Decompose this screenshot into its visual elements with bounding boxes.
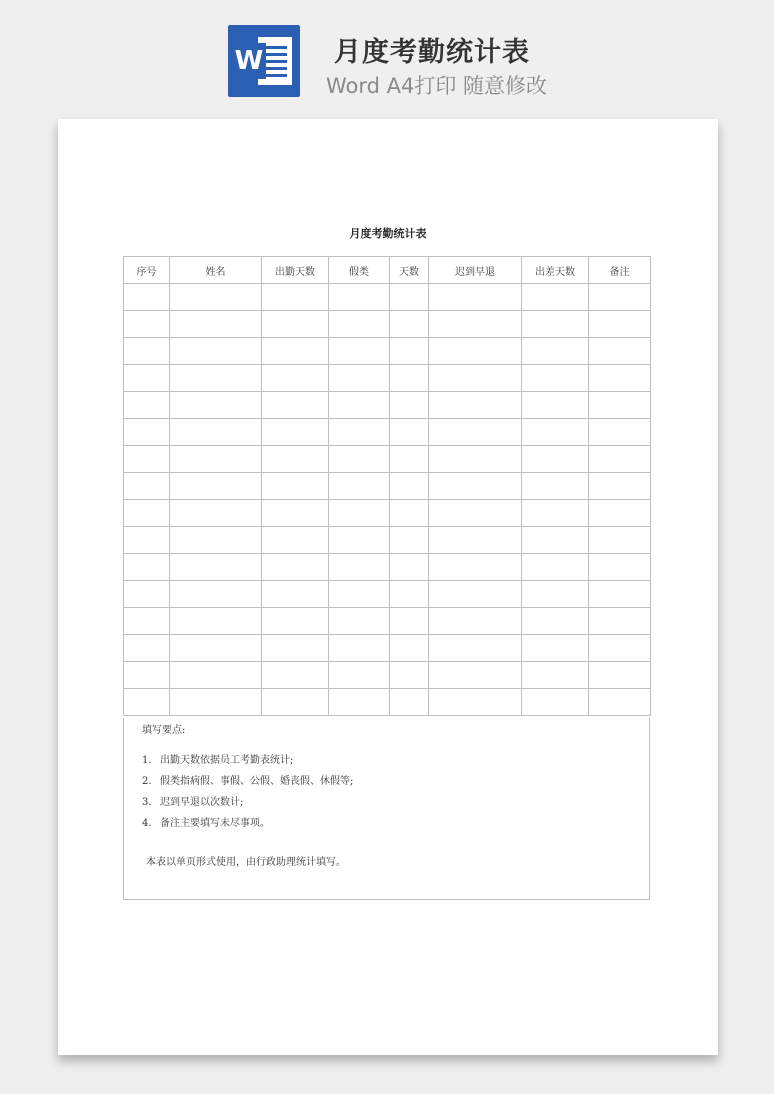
table-row [124, 419, 651, 446]
table-cell[interactable] [390, 635, 429, 662]
table-cell[interactable] [522, 338, 589, 365]
table-cell[interactable] [329, 473, 390, 500]
table-cell[interactable] [329, 392, 390, 419]
table-cell[interactable] [329, 419, 390, 446]
table-cell[interactable] [124, 473, 170, 500]
table-cell[interactable] [589, 581, 651, 608]
table-cell[interactable] [170, 635, 262, 662]
table-header-row [124, 257, 651, 284]
table-cell[interactable] [170, 419, 262, 446]
table-cell[interactable] [262, 662, 329, 689]
table-cell[interactable] [329, 338, 390, 365]
table-cell[interactable] [390, 581, 429, 608]
table-row [124, 392, 651, 419]
table-cell[interactable] [124, 311, 170, 338]
table-cell[interactable] [589, 527, 651, 554]
document-title: 月度考勤统计表 [349, 227, 427, 240]
table-cell[interactable] [589, 284, 651, 311]
table-cell[interactable] [589, 446, 651, 473]
table-cell[interactable] [262, 581, 329, 608]
word-icon [228, 25, 300, 97]
page-title: 月度考勤统计表 [334, 37, 530, 68]
col-header-index: 序号 [124, 257, 170, 284]
table-cell[interactable] [262, 419, 329, 446]
word-logo-letter: W [232, 43, 266, 79]
table-cell[interactable] [329, 689, 390, 716]
table-cell[interactable] [390, 662, 429, 689]
table-cell[interactable] [329, 581, 390, 608]
table-cell[interactable] [429, 392, 522, 419]
table-cell[interactable] [589, 662, 651, 689]
table-cell[interactable] [390, 473, 429, 500]
table-row [124, 500, 651, 527]
col-header-attendance-days: 出勤天数 [262, 257, 329, 284]
table-cell[interactable] [429, 365, 522, 392]
table-cell[interactable] [429, 527, 522, 554]
table-row [124, 527, 651, 554]
table-cell[interactable] [589, 311, 651, 338]
table-cell[interactable] [390, 527, 429, 554]
table-cell[interactable] [170, 527, 262, 554]
table-cell[interactable] [262, 527, 329, 554]
table-cell[interactable] [124, 581, 170, 608]
note-text: 备注主要填写未尽事项。 [160, 818, 270, 829]
col-header-remarks: 备注 [589, 257, 651, 284]
table-cell[interactable] [170, 392, 262, 419]
table-cell[interactable] [329, 527, 390, 554]
table-row [124, 662, 651, 689]
table-row [124, 635, 651, 662]
note-item [142, 775, 353, 796]
table-cell[interactable] [124, 446, 170, 473]
col-header-late-early: 迟到早退 [429, 257, 522, 284]
table-cell[interactable] [429, 284, 522, 311]
table-cell[interactable] [124, 527, 170, 554]
table-cell[interactable] [262, 446, 329, 473]
table-cell[interactable] [589, 338, 651, 365]
table-row [124, 473, 651, 500]
header [0, 0, 774, 110]
note-item [142, 796, 353, 817]
table-cell[interactable] [429, 581, 522, 608]
table-cell[interactable] [124, 689, 170, 716]
notes-title: 填写要点: [142, 725, 186, 736]
table-cell[interactable] [124, 419, 170, 446]
table-row [124, 284, 651, 311]
table-cell[interactable] [124, 554, 170, 581]
note-item [142, 817, 353, 838]
table-row [124, 689, 651, 716]
table-cell[interactable] [390, 311, 429, 338]
col-header-business-trip-days: 出差天数 [522, 257, 589, 284]
table-body [124, 284, 651, 716]
table-cell[interactable] [429, 608, 522, 635]
table-cell[interactable] [522, 635, 589, 662]
table-cell[interactable] [390, 500, 429, 527]
table-cell[interactable] [170, 473, 262, 500]
table-cell[interactable] [170, 608, 262, 635]
table-cell[interactable] [124, 662, 170, 689]
table-cell[interactable] [329, 635, 390, 662]
table-cell[interactable] [170, 500, 262, 527]
table-row [124, 608, 651, 635]
page-subtitle: Word A4打印 随意修改 [326, 74, 548, 98]
table-cell[interactable] [124, 365, 170, 392]
note-number: 4. [142, 818, 152, 829]
document-page [58, 119, 718, 1055]
table-cell[interactable] [329, 500, 390, 527]
table-cell[interactable] [522, 662, 589, 689]
table-row [124, 338, 651, 365]
table-cell[interactable] [522, 392, 589, 419]
table-cell[interactable] [390, 446, 429, 473]
table-cell[interactable] [522, 608, 589, 635]
table-cell[interactable] [429, 662, 522, 689]
table-cell[interactable] [329, 365, 390, 392]
table-cell[interactable] [262, 311, 329, 338]
table-cell[interactable] [522, 284, 589, 311]
table-cell[interactable] [589, 419, 651, 446]
table-cell[interactable] [262, 635, 329, 662]
table-cell[interactable] [262, 554, 329, 581]
table-cell[interactable] [429, 419, 522, 446]
table-cell[interactable] [589, 500, 651, 527]
table-cell[interactable] [262, 500, 329, 527]
table-cell[interactable] [522, 689, 589, 716]
table-cell[interactable] [589, 365, 651, 392]
table-cell[interactable] [390, 392, 429, 419]
table-cell[interactable] [170, 689, 262, 716]
table-cell[interactable] [429, 311, 522, 338]
table-cell[interactable] [170, 365, 262, 392]
table-cell[interactable] [390, 365, 429, 392]
table-row [124, 365, 651, 392]
note-number: 1. [142, 755, 152, 766]
table-cell[interactable] [170, 338, 262, 365]
table-cell[interactable] [329, 662, 390, 689]
col-header-days: 天数 [390, 257, 429, 284]
table-cell[interactable] [522, 500, 589, 527]
table-cell[interactable] [124, 500, 170, 527]
table-cell[interactable] [589, 392, 651, 419]
table-cell[interactable] [124, 608, 170, 635]
footer-note: 本表以单页形式使用，由行政助理统计填写。 [146, 857, 346, 868]
table-cell[interactable] [262, 473, 329, 500]
table-cell[interactable] [390, 338, 429, 365]
table-cell[interactable] [262, 284, 329, 311]
table-cell[interactable] [429, 689, 522, 716]
table-cell[interactable] [124, 392, 170, 419]
table-cell[interactable] [170, 581, 262, 608]
table-cell[interactable] [124, 284, 170, 311]
table-row [124, 554, 651, 581]
table-cell[interactable] [429, 635, 522, 662]
table-cell[interactable] [329, 311, 390, 338]
table-cell[interactable] [522, 446, 589, 473]
table-cell[interactable] [262, 608, 329, 635]
table-cell[interactable] [522, 365, 589, 392]
table-cell[interactable] [522, 473, 589, 500]
note-number: 2. [142, 776, 152, 787]
table-cell[interactable] [429, 473, 522, 500]
table-cell[interactable] [262, 689, 329, 716]
table-cell[interactable] [429, 446, 522, 473]
table-row [124, 311, 651, 338]
table-cell[interactable] [329, 284, 390, 311]
table-cell[interactable] [329, 554, 390, 581]
col-header-name: 姓名 [170, 257, 262, 284]
table-cell[interactable] [429, 500, 522, 527]
table-cell[interactable] [589, 635, 651, 662]
table-cell[interactable] [170, 554, 262, 581]
table-cell[interactable] [262, 365, 329, 392]
table-cell[interactable] [329, 608, 390, 635]
note-item [142, 754, 353, 775]
table-cell[interactable] [124, 635, 170, 662]
notes-section [123, 718, 650, 900]
table-cell[interactable] [390, 689, 429, 716]
table-cell[interactable] [262, 392, 329, 419]
table-cell[interactable] [429, 338, 522, 365]
note-text: 出勤天数依据员工考勤表统计; [160, 755, 294, 766]
table-cell[interactable] [170, 284, 262, 311]
note-text: 迟到早退以次数计; [160, 797, 244, 808]
table-cell[interactable] [329, 446, 390, 473]
col-header-leave-type: 假类 [329, 257, 390, 284]
table-cell[interactable] [589, 473, 651, 500]
note-number: 3. [142, 797, 152, 808]
table-cell[interactable] [390, 554, 429, 581]
table-cell[interactable] [390, 419, 429, 446]
table-row [124, 581, 651, 608]
table-cell[interactable] [522, 311, 589, 338]
table-cell[interactable] [124, 338, 170, 365]
table-cell[interactable] [589, 689, 651, 716]
table-row [124, 446, 651, 473]
table-cell[interactable] [522, 419, 589, 446]
table-cell[interactable] [522, 527, 589, 554]
table-cell[interactable] [522, 554, 589, 581]
table-cell[interactable] [170, 311, 262, 338]
table-cell[interactable] [170, 446, 262, 473]
table-cell[interactable] [390, 284, 429, 311]
table-cell[interactable] [522, 581, 589, 608]
table-cell[interactable] [589, 608, 651, 635]
notes-list [142, 754, 353, 838]
note-text: 假类指病假、事假、公假、婚丧假、休假等; [160, 776, 354, 787]
attendance-table [123, 256, 651, 716]
table-cell[interactable] [170, 662, 262, 689]
table-cell[interactable] [589, 554, 651, 581]
table-cell[interactable] [429, 554, 522, 581]
table-cell[interactable] [262, 338, 329, 365]
table-cell[interactable] [390, 608, 429, 635]
